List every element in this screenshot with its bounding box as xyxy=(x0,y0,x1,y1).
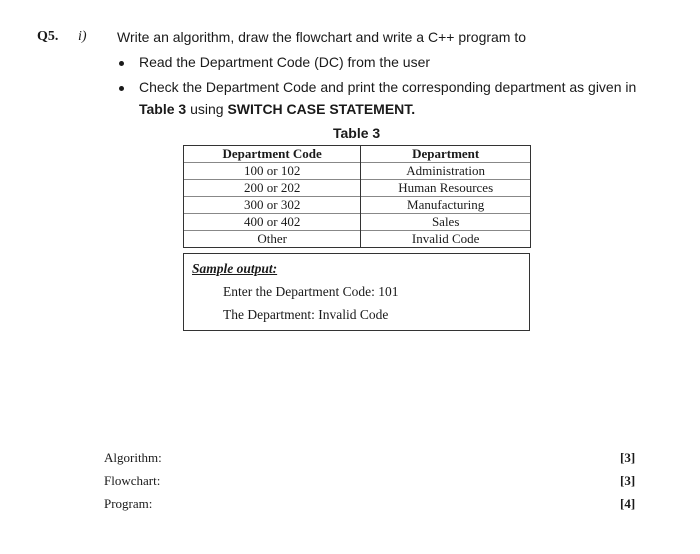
question-part: i) xyxy=(78,29,87,44)
bullet-check-code-continued xyxy=(139,101,415,117)
header-department-code: Department Code xyxy=(184,146,361,163)
table-caption: Table 3 xyxy=(333,125,381,141)
program-label: Program: xyxy=(104,496,153,511)
table-cell-code: 400 or 402 xyxy=(184,214,361,231)
bullet-read-code: Read the Department Code (DC) from the user xyxy=(139,54,431,70)
table-cell-code: 300 or 302 xyxy=(184,197,361,214)
switch-case-text: SWITCH CASE STATEMENT. xyxy=(227,101,416,117)
table-cell-department: Sales xyxy=(361,214,531,231)
using-text: using xyxy=(186,101,228,117)
bullet-icon xyxy=(119,61,124,66)
table-cell-department: Manufacturing xyxy=(361,197,531,214)
question-number: Q5. xyxy=(37,29,59,44)
sample-output-line-1: Enter the Department Code: 101 xyxy=(223,284,399,299)
flowchart-label: Flowchart: xyxy=(104,473,161,488)
table-row xyxy=(184,197,531,214)
department-table xyxy=(183,145,531,248)
sample-output-title: Sample output: xyxy=(192,261,278,276)
table-cell-code: 200 or 202 xyxy=(184,180,361,197)
question-intro: Write an algorithm, draw the flowchart and write a C++ program to xyxy=(117,29,527,45)
program-marks: [4] xyxy=(620,496,636,511)
sample-output-line-2: The Department: Invalid Code xyxy=(223,307,389,322)
table-cell-code: 100 or 102 xyxy=(184,163,361,180)
bullet-icon xyxy=(119,86,124,91)
table-header-row xyxy=(184,146,531,163)
table-reference: Table 3 xyxy=(139,101,187,117)
algorithm-marks: [3] xyxy=(620,450,636,465)
algorithm-label: Algorithm: xyxy=(104,450,162,465)
table-row xyxy=(184,214,531,231)
bullet-check-code: Check the Department Code and print the corresponding department as given in xyxy=(139,79,637,95)
table-cell-department: Human Resources xyxy=(361,180,531,197)
table-row xyxy=(184,231,531,248)
table-row xyxy=(184,180,531,197)
flowchart-marks: [3] xyxy=(620,473,636,488)
table-cell-department: Invalid Code xyxy=(361,231,531,248)
header-department: Department xyxy=(361,146,531,163)
table-row xyxy=(184,163,531,180)
table-cell-code: Other xyxy=(184,231,361,248)
table-cell-department: Administration xyxy=(361,163,531,180)
sample-output-box xyxy=(183,253,530,331)
